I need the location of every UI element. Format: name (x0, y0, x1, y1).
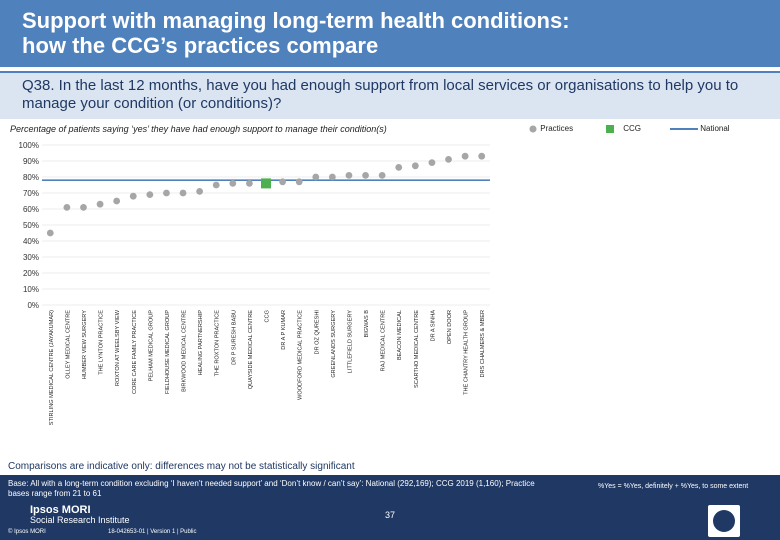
logo-line-1: Ipsos MORI (30, 504, 91, 516)
practice-point (362, 172, 369, 179)
practice-point (113, 198, 120, 205)
practice-point (279, 178, 286, 185)
x-tick-label: BIGWAS B (364, 310, 371, 338)
practice-point (445, 156, 452, 163)
x-tick-label: GREENLANDS SURGERY (330, 310, 337, 378)
practice-point (63, 204, 70, 211)
ccg-point (261, 178, 271, 188)
question-text: Q38. In the last 12 months, have you had enough support from local services or organisations to help you to manage your condition (or conditions)? (22, 77, 739, 112)
practices-marker-icon (528, 124, 538, 134)
x-tick-label: LITTLEFIELD SURGERY (347, 310, 354, 374)
caveat-text: Comparisons are indicative only: differences may not be statistically significant (8, 461, 355, 472)
national-line-icon (670, 124, 698, 134)
y-tick-label: 20% (22, 269, 39, 278)
logo-line-2: Social Research Institute (30, 515, 130, 525)
practice-point (97, 201, 104, 208)
practice-point (346, 172, 353, 179)
x-tick-label: WOODFORD MEDICAL PRACTICE (297, 310, 304, 400)
practice-point (180, 190, 187, 197)
x-tick-label: BEACON MEDICAL (397, 310, 404, 361)
x-tick-label: THE LYNTON PRACTICE (98, 310, 105, 375)
legend-national-label: National (700, 124, 730, 134)
x-tick-label: STIRLING MEDICAL CENTRE (JAYAKUMAR) (48, 310, 55, 426)
x-tick-label: HUMBER VIEW SURGERY (81, 310, 88, 380)
y-tick-label: 90% (22, 157, 39, 166)
practice-point (312, 174, 319, 181)
x-tick-label: DRS CHALMERS & MBER (480, 310, 487, 378)
practice-point (80, 204, 87, 211)
y-tick-label: 10% (22, 285, 39, 294)
job-number: 18-042653-01 | Version 1 | Public (108, 529, 197, 535)
legend-practices (528, 124, 573, 134)
x-tick-label: FIELDHOUSE MEDICAL GROUP (164, 310, 171, 395)
y-tick-label: 30% (22, 253, 39, 262)
practice-point (296, 178, 303, 185)
page-title: Support with managing long-term health conditions: how the CCG’s practices compare (22, 8, 570, 58)
legend-ccg-label: CCG (623, 124, 642, 134)
x-tick-label: THE CHANTRY HEALTH GROUP (463, 309, 470, 395)
practice-point (329, 174, 336, 181)
copyright: © Ipsos MORI (8, 529, 46, 535)
page-number: 37 (384, 510, 395, 520)
x-tick-label: CORE CARE FAMILY PRACTICE (131, 310, 138, 395)
x-tick-label: OPEN DOOR (447, 310, 454, 345)
ipsos-logo (30, 505, 130, 525)
legend-practices-label: Practices (540, 124, 574, 134)
x-tick-label: PELHAM MEDICAL GROUP (148, 310, 155, 382)
x-tick-label: HEALING PARTNERSHIP (198, 310, 205, 376)
practice-point (412, 162, 419, 169)
yes-definition-note: %Yes = %Yes, definitely + %Yes, to some extent (598, 483, 749, 490)
y-tick-label: 40% (22, 237, 39, 246)
practice-point (163, 190, 170, 197)
practice-point (213, 182, 220, 189)
practice-point (196, 188, 203, 195)
practice-point (146, 191, 153, 198)
x-tick-label: CCG (264, 310, 271, 323)
practice-point (478, 153, 485, 160)
ipsos-icon (708, 505, 740, 537)
practice-point (462, 153, 469, 160)
y-tick-label: 80% (22, 173, 39, 182)
x-tick-label: OLLEY MEDICAL CENTRE (65, 310, 72, 379)
legend-ccg (605, 124, 641, 134)
x-tick-label: DR OZ QURESHI (314, 310, 321, 355)
x-tick-label: DR A SINHA (430, 310, 437, 342)
x-tick-label: THE ROXTON PRACTICE (214, 310, 221, 377)
x-tick-label: BIRKWOOD MEDICAL CENTRE (181, 310, 188, 392)
x-tick-label: DR A P KUMAR (281, 310, 288, 350)
y-tick-label: 100% (18, 141, 39, 150)
chart (0, 138, 780, 458)
practice-point (229, 180, 236, 187)
practice-point (395, 164, 402, 171)
y-tick-label: 50% (22, 221, 39, 230)
legend-national (670, 124, 730, 134)
y-tick-label: 70% (22, 189, 39, 198)
practice-point (246, 180, 253, 187)
practice-point (47, 230, 54, 237)
y-tick-label: 60% (22, 205, 39, 214)
y-tick-label: 0% (27, 301, 39, 310)
x-tick-label: QUAYSIDE MEDICAL CENTRE (247, 310, 254, 390)
practice-point (130, 193, 137, 200)
ccg-marker-icon (605, 124, 615, 134)
practice-point (429, 159, 436, 166)
base-text: Base: All with a long-term condition excluding ‘I haven’t needed support’ and ‘Don’t know / can’t say’: National (292,169); CCG 2019 (1,160); Practice bases range from 21 to 61 (8, 479, 535, 498)
chart-subtitle: Percentage of patients saying ‘yes’ they have had enough support to manage their condition(s) (10, 124, 387, 134)
x-tick-label: SCARTHO MEDICAL CENTRE (413, 310, 420, 389)
practice-point (379, 172, 386, 179)
x-tick-label: ROXTON AT WEELSBY VIEW (115, 310, 122, 387)
x-tick-label: RAJ MEDICAL CENTRE (380, 310, 387, 372)
x-tick-label: DR P SURESH BABU (231, 310, 238, 365)
